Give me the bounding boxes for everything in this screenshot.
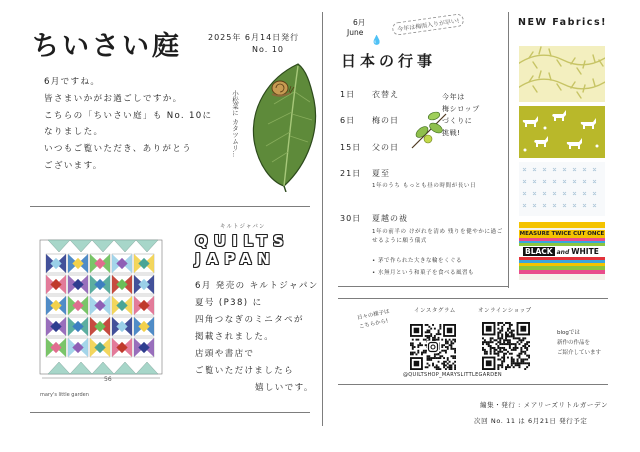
illustration-note: 小松菜に カタツムリ… [231,90,239,158]
fabric-text-and: and [556,249,570,256]
quilt-text-line: 四角つなぎのミニタペが [195,315,304,325]
qr-lead-line: 日々の様子は [356,308,391,322]
divider-qr-top [338,298,608,299]
event-name: 梅の日 [372,116,399,125]
event-bullet: • 茅で作られた大きな輪をくぐる [372,258,463,264]
bullet-text: 水無月という和菓子を食べる風習も [378,270,475,276]
quilts-japan-title-line1: QUILTS [195,232,290,250]
letter-line: ございます。 [44,160,103,171]
challenge-line: 梅シロップ [442,105,480,113]
qr-lead-note [356,308,392,332]
quilt-dimension: 56 [104,376,112,383]
divider-fabrics [508,12,509,288]
issue-number: No. 10 [252,45,285,54]
event-name: 父の日 [372,143,399,152]
quilt-caption: mary's little garden [40,392,89,398]
event-date: 15日 [340,143,362,152]
instagram-label: インスタグラム [414,308,456,314]
calendar-month: 6月 [353,18,366,27]
divider-qr-bottom [338,384,608,385]
quilt-text-line: 店頭や書店で [195,349,255,359]
fabric-swatch-leaves [519,46,605,102]
letter-line: なりました。 [44,127,104,138]
event-note: 1年の前半の けがれを清め 残りを健やかに過ごせるように願う儀式 [372,229,503,244]
newsletter-title: ちいさい庭 [32,31,182,62]
quilt-text-line: 掲載されました。 [195,332,275,342]
leaf-snail-illustration [228,58,328,192]
next-issue-note: 次回 No. 11 は 6月21日 発行予定 [474,417,588,425]
quilt-text-line: 夏号 (P38) に [195,298,263,308]
divider-left-bottom [30,412,310,413]
shop-qr-code[interactable] [482,322,530,370]
event-note: 1年のうち もっとも昼の時間が長い日 [372,183,477,189]
fabric-text-black: BLACK [525,247,553,256]
fabric-text-white: WHITE [571,247,599,256]
fabrics-title: NEW Fabrics! [518,17,607,28]
fabric-text-measure: MEASURE TWICE CUT ONCE [519,231,605,237]
qr-lead-line: こちらから! [358,318,389,331]
greeting-letter [44,74,229,175]
quilts-japan-kana: キルトジャパン [220,224,266,230]
fabric-swatch-crosses [519,162,605,216]
event-date: 6日 [340,116,356,125]
quilt-text-line: ご覧いただけましたら [195,366,295,376]
ume-branch-icon [408,108,450,152]
bullet-text: 茅で作られた大きな輪をくぐる [378,258,463,264]
event-date: 30日 [340,214,362,223]
raindrop-icon: 💧 [371,36,383,46]
event-date: 1日 [340,90,356,99]
issue-date: 2025年 6月14日発行 [208,33,300,42]
quilt-illustration [38,236,168,384]
blog-note-line: ご紹介しています [557,350,602,356]
fabric-text-blackwhite [519,246,605,257]
event-name: 夏越の祓 [372,214,408,223]
divider-calendar-bottom [338,286,508,287]
challenge-line: 挑戦! [442,129,461,137]
event-bullet: • 水無月という和菓子を食べる風習も [372,270,475,276]
online-shop-label: オンラインショップ [478,308,532,314]
letter-line: 皆さまいかがお過ごしですか。 [44,93,183,104]
event-date: 21日 [340,169,362,178]
quilts-japan-title-line2: JAPAN [195,250,276,268]
blog-note-line: 新作の作品を [557,340,591,346]
quilt-announcement [195,278,325,397]
blog-note-line: blogでは [557,330,580,336]
event-name: 衣替え [372,90,399,99]
fabric-swatch-ribbons [519,222,605,280]
instagram-qr-code[interactable] [410,324,456,370]
challenge-line: づくりに [442,117,473,125]
calendar-title: 日本の行事 [341,52,437,70]
letter-line: 6月ですね。 [44,77,101,87]
calendar-month-en: June [347,28,364,37]
fabric-swatch-cats [519,106,605,158]
instagram-handle[interactable]: @QUILTSHOP_MARYSLITTLEGARDEN [403,372,502,378]
quilt-text-line: 嬉しいです。 [255,383,314,393]
editor-credit: 編集・発行 : メアリーズリトルガーデン [480,401,609,409]
letter-line: こちらの「ちいさい庭」も No. 10に [44,110,213,121]
event-name: 夏至 [372,169,390,178]
letter-line: いつもご覧いただき、ありがとう [44,144,193,155]
challenge-line: 今年は [442,93,465,101]
blog-note [557,328,601,358]
divider-left-middle [30,206,310,207]
rain-note: 今年は梅雨入りが早い! [391,13,465,36]
quilt-text-line: 6月 発売の キルトジャパン [195,281,319,291]
